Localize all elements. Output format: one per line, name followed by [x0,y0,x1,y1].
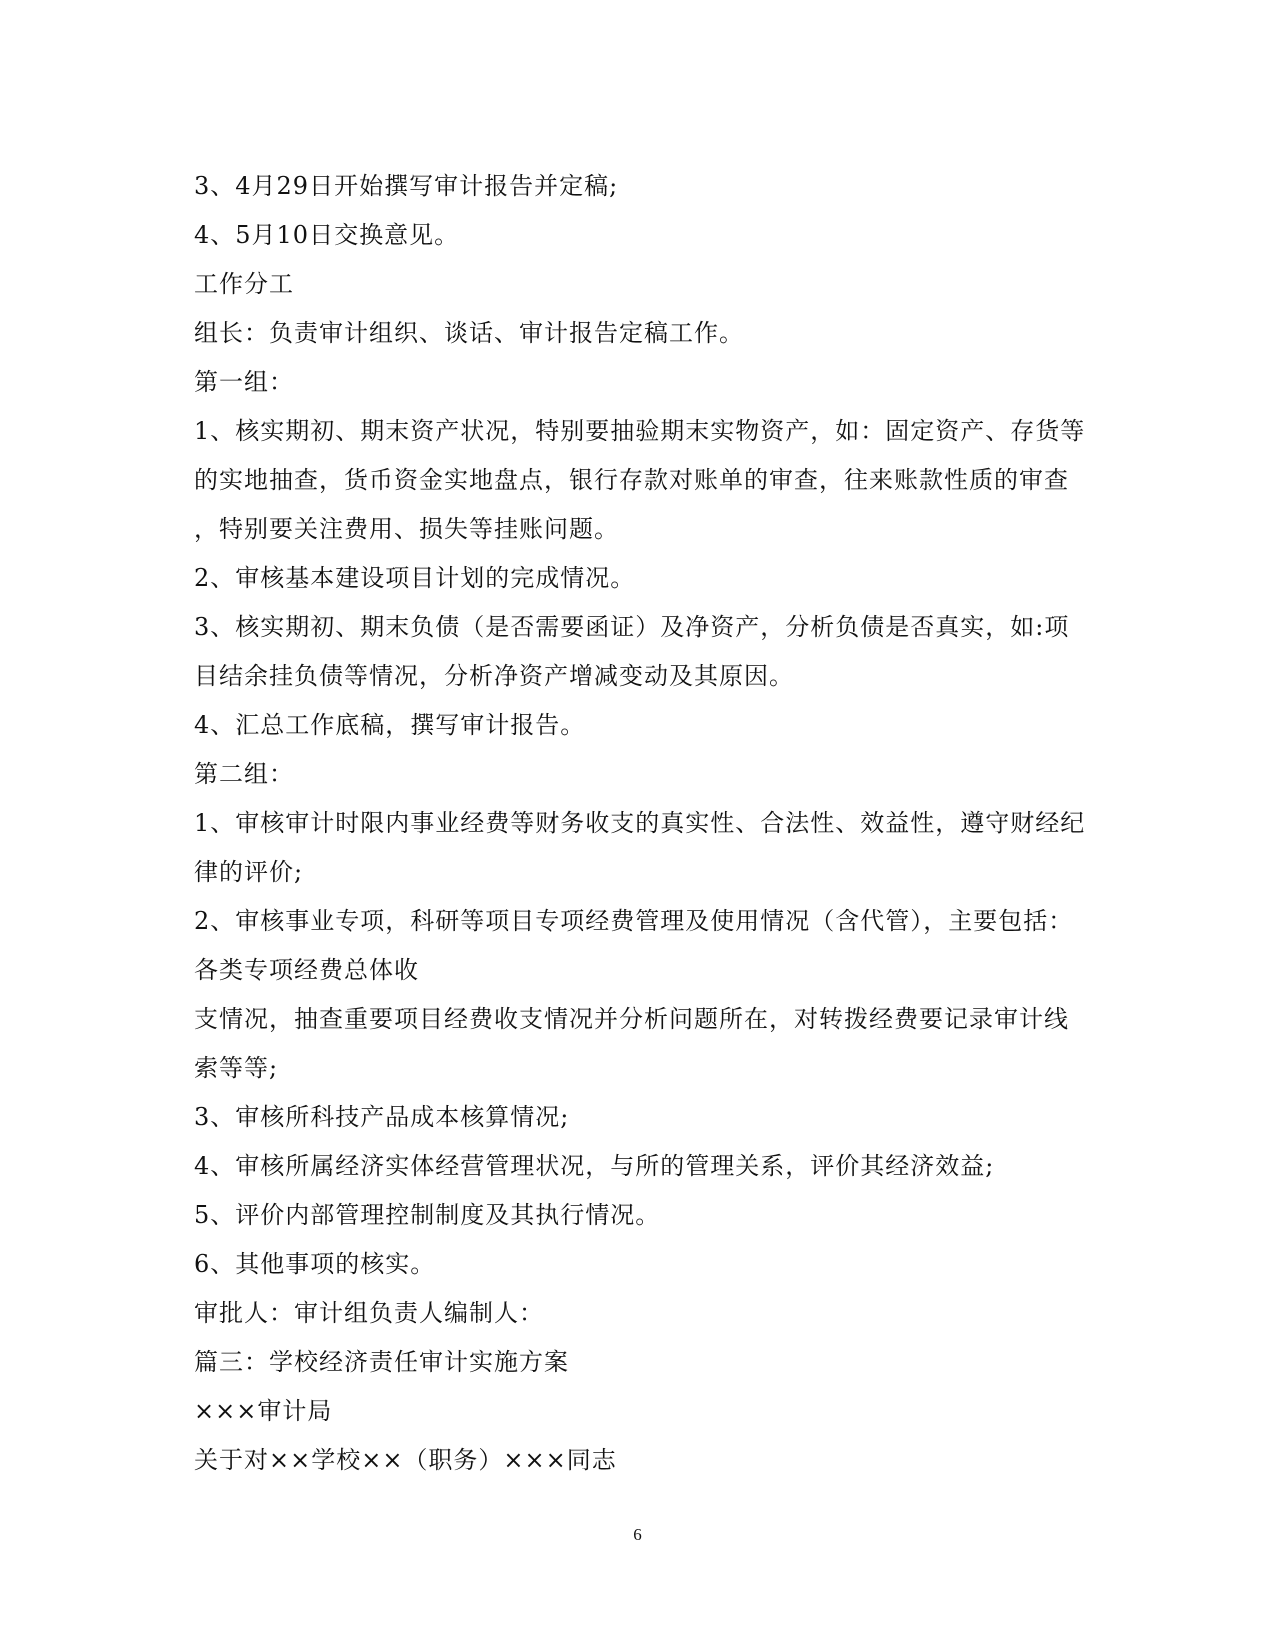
text-line: 1、核实期初、期末资产状况，特别要抽验期末实物资产，如：固定资产、存货等 [194,417,1086,445]
text-line: ，特别要关注费用、损失等挂账问题。 [194,515,619,543]
text-line: 5、评价内部管理控制制度及其执行情况。 [194,1201,661,1229]
text-line: 4、5月10日交换意见。 [194,221,460,249]
group-heading: 第二组： [194,760,294,788]
text-line: 4、审核所属经济实体经营管理状况，与所的管理关系，评价其经济效益; [194,1152,995,1180]
text-line: 1、审核审计时限内事业经费等财务收支的真实性、合法性、效益性，遵守财经纪 [194,809,1086,837]
text-line: 的实地抽查，货币资金实地盘点，银行存款对账单的审查，往来账款性质的审查 [194,466,1069,494]
text-line: 2、审核基本建设项目计划的完成情况。 [194,564,636,592]
group-heading: 第一组： [194,368,294,396]
text-line: 组长：负责审计组织、谈话、审计报告定稿工作。 [194,319,744,347]
article-title: 篇三：学校经济责任审计实施方案 [194,1348,569,1376]
text-line: 律的评价; [194,858,304,886]
text-line: 4、汇总工作底稿，撰写审计报告。 [194,711,586,739]
text-line: 3、4月29日开始撰写审计报告并定稿; [194,172,619,200]
text-line: 各类专项经费总体收 [194,956,419,984]
issuer-name: ×××审计局 [194,1397,333,1425]
text-line: 3、审核所科技产品成本核算情况; [194,1103,570,1131]
text-line: 关于对××学校××（职务）×××同志 [194,1446,617,1474]
text-line: 支情况，抽查重要项目经费收支情况并分析问题所在，对转拨经费要记录审计线 [194,1005,1069,1033]
text-line: 3、核实期初、期末负债（是否需要函证）及净资产，分析负债是否真实，如:项 [194,613,1070,641]
text-line: 6、其他事项的核实。 [194,1250,436,1278]
signature-line: 审批人：审计组负责人编制人： [194,1299,544,1327]
page-number: 6 [633,1525,642,1544]
document-body [194,162,1094,1485]
text-line: 2、审核事业专项，科研等项目专项经费管理及使用情况（含代管），主要包括： [194,907,1074,935]
text-line: 目结余挂负债等情况，分析净资产增减变动及其原因。 [194,662,794,690]
text-line: 索等等; [194,1054,279,1082]
section-heading: 工作分工 [194,270,294,298]
